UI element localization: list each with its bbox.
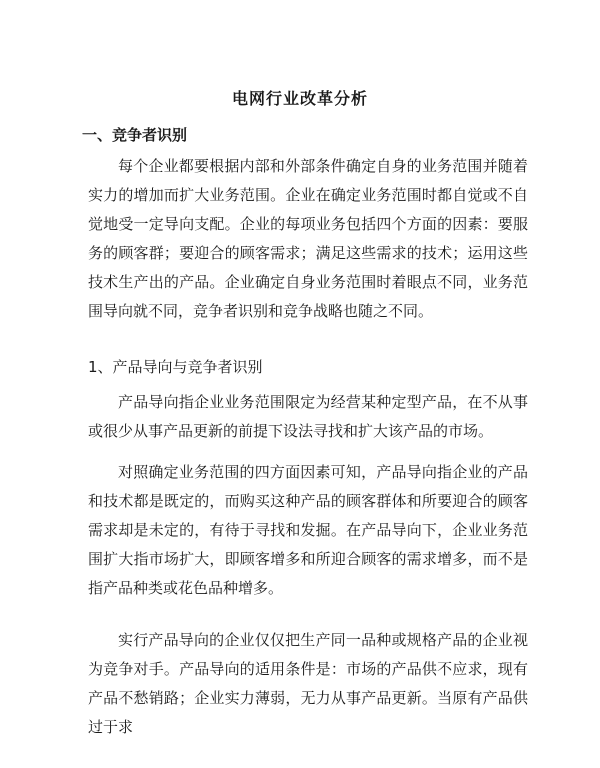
paragraph-business-scope: 每个企业都要根据内部和外部条件确定自身的业务范围并随着实力的增加而扩大业务范围。企业在确定业务范围时都自觉或不自觉地受一定导向支配。企业的每项业务包括四个方面的因素：要服务的顾客群；要迎合的顾客需求；满足这些需求的技术；运用这些技术生产出的产品。企业确定自身业务范围时着眼点不同，业务范围导向就不同，竞争者识别和竞争战略也随之不同。	[88, 157, 528, 320]
subheading-product-orientation: 1、产品导向与竞争者识别	[88, 358, 263, 376]
section-heading-competitor-identification: 一、竞争者识别	[82, 126, 188, 144]
paragraph-product-orientation-definition: 产品导向指企业业务范围限定为经营某种定型产品，在不从事或很少从事产品更新的前提下设法寻找和扩大该产品的市场。	[88, 393, 528, 440]
paragraph-competitors: 实行产品导向的企业仅仅把生产同一品种或规格产品的企业视为竞争对手。产品导向的适用条件是：市场的产品供不应求，现有产品不愁销路；企业实力薄弱，无力从事产品更新。当原有产品供过于求	[88, 631, 528, 736]
paragraph-four-factors: 对照确定业务范围的四方面因素可知，产品导向指企业的产品和技术都是既定的，而购买这种产品的顾客群体和所要迎合的顾客需求却是未定的，有待于寻找和发掘。在产品导向下，企业业务范围扩大指市场扩大，即顾客增多和所迎合顾客的需求增多，而不是指产品种类或花色品种增多。	[88, 463, 528, 597]
page-title: 电网行业改革分析	[231, 89, 368, 108]
